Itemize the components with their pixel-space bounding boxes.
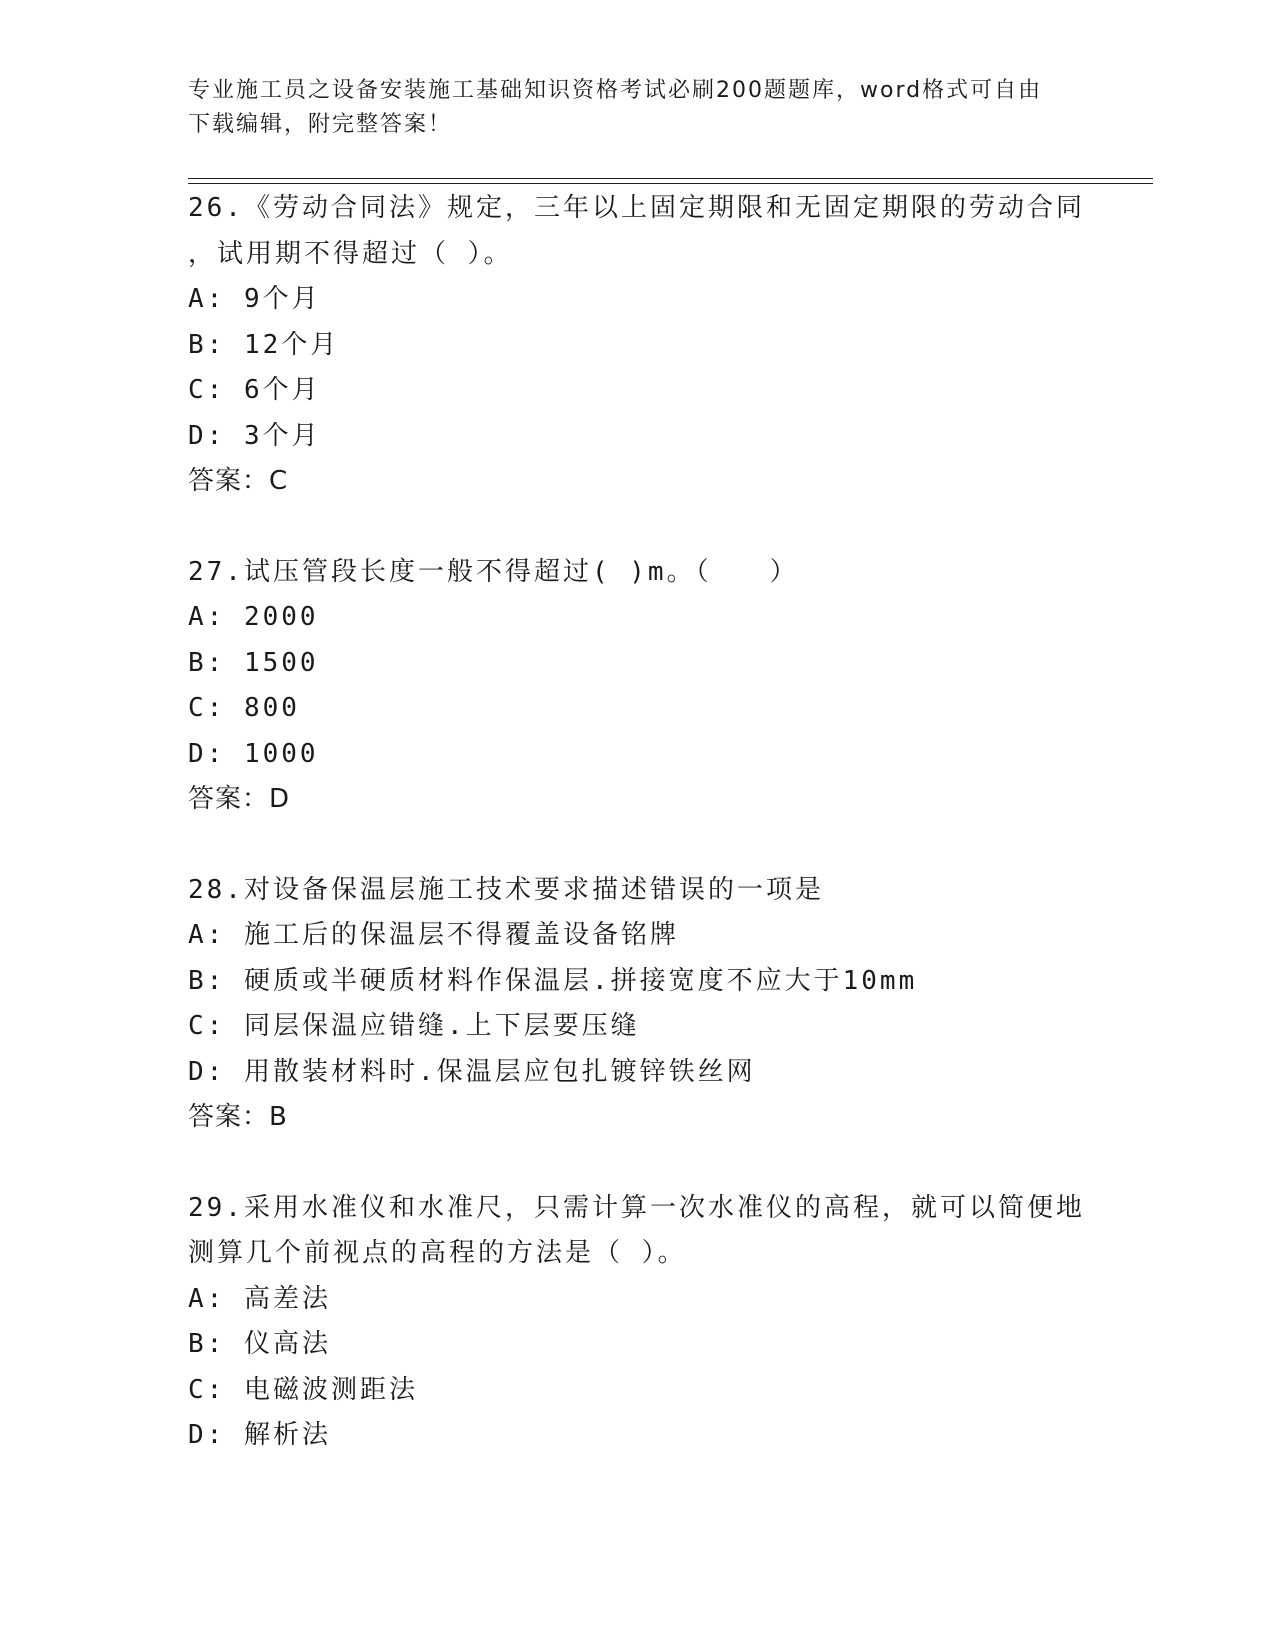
question-list (188, 186, 1148, 1504)
question-stem: 测算几个前视点的高程的方法是（ ）。 (188, 1238, 687, 1268)
option-a: A: 施工后的保温层不得覆盖设备铭牌 (188, 920, 679, 950)
question-stem: 28.对设备保温层施工技术要求描述错误的一项是 (188, 874, 824, 905)
option-b: B: 1500 (188, 647, 319, 678)
question-stem: 29.采用水准仪和水准尺，只需计算一次水准仪的高程，就可以简便地 (188, 1192, 1085, 1223)
answer: 答案：D (188, 784, 291, 814)
document-header (188, 74, 1088, 142)
answer: 答案：C (188, 466, 289, 496)
option-d: D: 3个月 (188, 420, 321, 451)
question-27 (188, 550, 1148, 823)
question-stem: 26.《劳动合同法》规定，三年以上固定期限和无固定期限的劳动合同 (188, 193, 1085, 223)
option-c: C: 同层保温应错缝.上下层要压缝 (188, 1011, 640, 1041)
option-c: C: 800 (188, 693, 300, 723)
option-a: A: 9个月 (188, 284, 321, 314)
option-d: D: 用散装材料时.保温层应包扎镀锌铁丝网 (188, 1056, 756, 1087)
header-divider (188, 178, 1153, 184)
option-d: D: 解析法 (188, 1420, 331, 1450)
option-c: C: 6个月 (188, 375, 321, 405)
option-a: A: 2000 (188, 602, 319, 632)
header-line: 专业施工员之设备安装施工基础知识资格考试必刷200题题库，word格式可自由 (188, 78, 1043, 103)
question-stem: 27.试压管段长度一般不得超过( )m。（ ） (188, 556, 799, 587)
option-b: B: 12个月 (188, 329, 340, 360)
option-b: B: 硬质或半硬质材料作保温层.拼接宽度不应大于10mm (188, 965, 918, 996)
question-28 (188, 868, 1148, 1141)
option-b: B: 仪高法 (188, 1329, 331, 1359)
header-line: 下载编辑，附完整答案！ (188, 112, 453, 137)
question-stem: ，试用期不得超过（ ）。 (188, 238, 513, 269)
option-a: A: 高差法 (188, 1283, 331, 1314)
question-29 (188, 1186, 1148, 1459)
option-d: D: 1000 (188, 738, 319, 769)
option-c: C: 电磁波测距法 (188, 1374, 418, 1405)
answer: 答案：B (188, 1102, 288, 1132)
question-26 (188, 186, 1148, 505)
